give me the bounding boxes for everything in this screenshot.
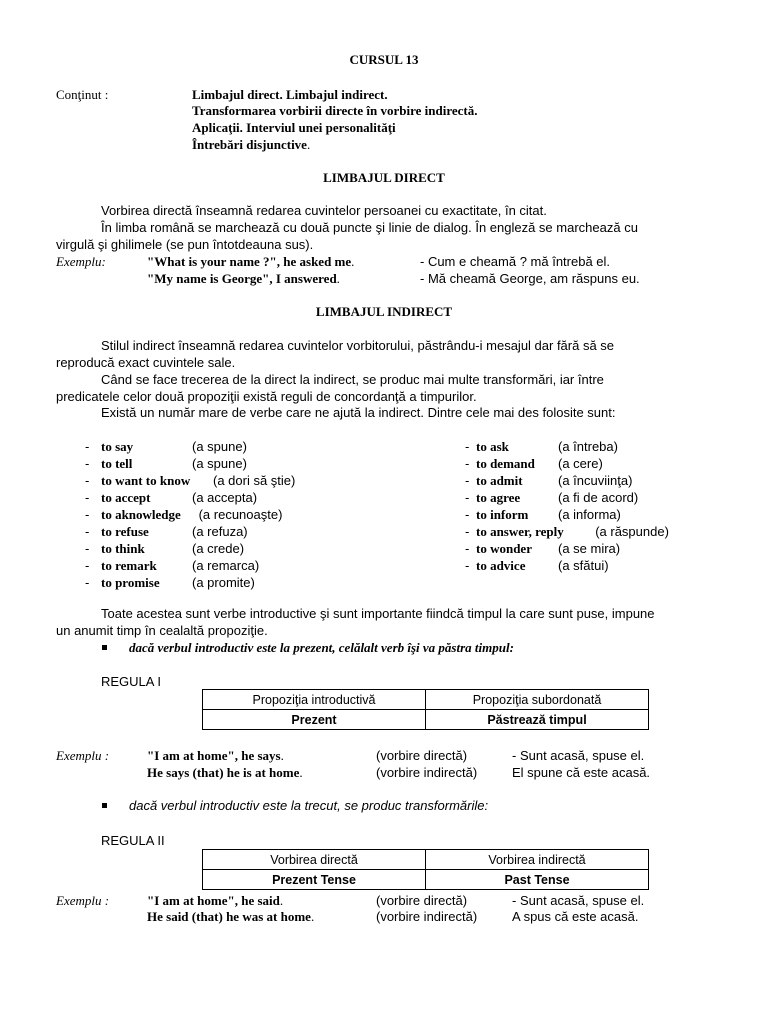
verb: to inform xyxy=(476,507,529,522)
verb-translation: (a cere) xyxy=(558,456,603,471)
verb-translation: (a întreba) xyxy=(558,439,618,454)
verb-translation: (a răspunde) xyxy=(595,524,669,539)
dash-marker: - xyxy=(85,507,90,522)
verb-translation: (a informa) xyxy=(558,507,621,522)
rule-1-example-1-en: "I am at home", he says. xyxy=(147,748,284,763)
verb-translation: (a spune) xyxy=(192,456,247,471)
direct-paragraph-2-line-1: În limba română se marchează cu două puncte şi linie de dialog. În engleză se marchează cu xyxy=(101,220,638,235)
dash-marker: - xyxy=(85,456,90,471)
verb: to think xyxy=(101,541,145,556)
verb: to demand xyxy=(476,456,535,471)
rule-1-example-2-en: He says (that) he is at home. xyxy=(147,765,303,780)
rule-2-example-1-type: (vorbire directă) xyxy=(376,893,468,908)
direct-paragraph-1: Vorbirea directă înseamnă redarea cuvintelor persoanei cu exactitate, în citat. xyxy=(101,203,547,218)
bullet-icon xyxy=(102,645,107,650)
rule-1-example-1-ro: - Sunt acasă, spuse el. xyxy=(512,748,645,763)
contents-item-3: Aplicaţii. Interviul unei personalităţi xyxy=(192,120,396,135)
verb: to answer, reply xyxy=(476,524,564,539)
rule-1-example-2-ro: El spune că este acasă. xyxy=(512,765,651,780)
verb-translation: (a refuza) xyxy=(192,524,248,539)
bullet-present-rule: dacă verbul introductiv este la prezent, celălalt verb îşi va păstra timpul: xyxy=(129,640,514,655)
indirect-paragraph-2-line-2: predicatele celor două propoziţii există reguli de concordanţă a timpurilor. xyxy=(56,389,477,404)
verb: to accept xyxy=(101,490,151,505)
direct-example-2-en: "My name is George", I answered. xyxy=(147,271,340,286)
verb: to agree xyxy=(476,490,521,505)
indirect-paragraph-1-line-2: reproducă exact cuvintele sale. xyxy=(56,355,236,370)
indirect-paragraph-1-line-1: Stilul indirect înseamnă redarea cuvintelor vorbitorului, păstrându-i mesajul dar fără să se xyxy=(101,338,615,353)
indirect-paragraph-2-line-1: Când se face trecerea de la direct la indirect, se produc mai multe transformări, iar între xyxy=(101,372,604,387)
rule-2-example-1-ro: - Sunt acasă, spuse el. xyxy=(512,893,645,908)
rule-2-example-label: Exemplu : xyxy=(56,893,110,908)
contents-item-1: Limbajul direct. Limbajul indirect. xyxy=(192,87,388,102)
verb-translation: (a spune) xyxy=(192,439,247,454)
verb: to aknowledge xyxy=(101,507,181,522)
dash-marker: - xyxy=(465,456,470,471)
dash-marker: - xyxy=(465,507,470,522)
verb: to say xyxy=(101,439,134,454)
verb: to advice xyxy=(476,558,526,573)
verb-translation: (a încuviinţa) xyxy=(558,473,633,488)
direct-paragraph-2-line-2: virgulă şi ghilimele (se pun întotdeauna sus). xyxy=(56,237,314,252)
rule-2-label: REGULA II xyxy=(101,833,165,848)
rule-1-example-label: Exemplu : xyxy=(56,748,110,763)
dash-marker: - xyxy=(85,541,90,556)
rule-2-example-2-en: He said (that) he was at home. xyxy=(147,909,315,924)
dash-marker: - xyxy=(465,473,470,488)
contents-item-4: Întrebări disjunctive. xyxy=(192,137,311,152)
rule-1-val-left: Prezent xyxy=(203,710,426,730)
page-title: CURSUL 13 xyxy=(349,52,419,67)
verb-translation: (a promite) xyxy=(192,575,255,590)
dash-marker: - xyxy=(465,490,470,505)
dash-marker: - xyxy=(85,439,90,454)
indirect-paragraph-4-line-2: un anumit timp în cealaltă propoziţie. xyxy=(56,623,268,638)
rule-1-head-left: Propoziţia introductivă xyxy=(203,690,426,710)
verb-translation: (a dori să ştie) xyxy=(213,473,296,488)
dash-marker: - xyxy=(85,490,90,505)
bullet-icon xyxy=(102,803,107,808)
verb-translation: (a se mira) xyxy=(558,541,621,556)
verb-translation: (a recunoaşte) xyxy=(198,507,283,522)
rule-1-val-right: Păstrează timpul xyxy=(426,710,649,730)
verb: to admit xyxy=(476,473,523,488)
contents-label: Conţinut : xyxy=(56,87,109,102)
rule-2-table xyxy=(202,849,649,890)
rule-1-example-2-type: (vorbire indirectă) xyxy=(376,765,478,780)
verb: to refuse xyxy=(101,524,149,539)
dash-marker: - xyxy=(85,558,90,573)
indirect-paragraph-4-line-1: Toate acestea sunt verbe introductive şi sunt importante fiindcă timpul la care sunt puse, impune xyxy=(101,606,655,621)
rule-1-table xyxy=(202,689,649,730)
verb-translation: (a remarca) xyxy=(192,558,260,573)
rule-2-val-right: Past Tense xyxy=(426,870,649,890)
verb: to promise xyxy=(101,575,160,590)
verb-translation: (a crede) xyxy=(192,541,245,556)
indirect-paragraph-3: Există un număr mare de verbe care ne ajută la indirect. Dintre cele mai des folosite sunt: xyxy=(101,405,616,420)
rule-1-head-right: Propoziţia subordonată xyxy=(426,690,649,710)
direct-example-label: Exemplu: xyxy=(56,254,106,269)
dash-marker: - xyxy=(465,524,470,539)
contents-item-2: Transformarea vorbirii directe în vorbire indirectă. xyxy=(192,103,478,118)
dash-marker: - xyxy=(465,541,470,556)
rule-2-head-right: Vorbirea indirectă xyxy=(426,850,649,870)
dash-marker: - xyxy=(465,558,470,573)
dash-marker: - xyxy=(85,575,90,590)
verb-translation: (a accepta) xyxy=(192,490,258,505)
direct-example-1-ro: - Cum e cheamă ? mă întrebă el. xyxy=(420,254,611,269)
rule-2-head-left: Vorbirea directă xyxy=(203,850,426,870)
direct-example-1-en: "What is your name ?", he asked me. xyxy=(147,254,355,269)
verb: to ask xyxy=(476,439,509,454)
rule-1-label: REGULA I xyxy=(101,674,161,689)
rule-1-example-1-type: (vorbire directă) xyxy=(376,748,468,763)
rule-2-example-2-type: (vorbire indirectă) xyxy=(376,909,478,924)
rule-2-example-2-ro: A spus că este acasă. xyxy=(512,909,639,924)
verb: to want to know xyxy=(101,473,191,488)
bullet-past-rule: dacă verbul introductiv este la trecut, se produc transformările: xyxy=(129,798,489,813)
section-heading-indirect: LIMBAJUL INDIRECT xyxy=(315,304,453,319)
verb: to tell xyxy=(101,456,133,471)
verb: to remark xyxy=(101,558,157,573)
direct-example-2-ro: - Mă cheamă George, am răspuns eu. xyxy=(420,271,640,286)
rule-2-val-left: Prezent Tense xyxy=(203,870,426,890)
rule-2-example-1-en: "I am at home", he said. xyxy=(147,893,284,908)
dash-marker: - xyxy=(465,439,470,454)
verb: to wonder xyxy=(476,541,532,556)
verb-translation: (a fi de acord) xyxy=(558,490,639,505)
dash-marker: - xyxy=(85,524,90,539)
section-heading-direct: LIMBAJUL DIRECT xyxy=(323,170,445,185)
dash-marker: - xyxy=(85,473,90,488)
verb-translation: (a sfătui) xyxy=(558,558,609,573)
